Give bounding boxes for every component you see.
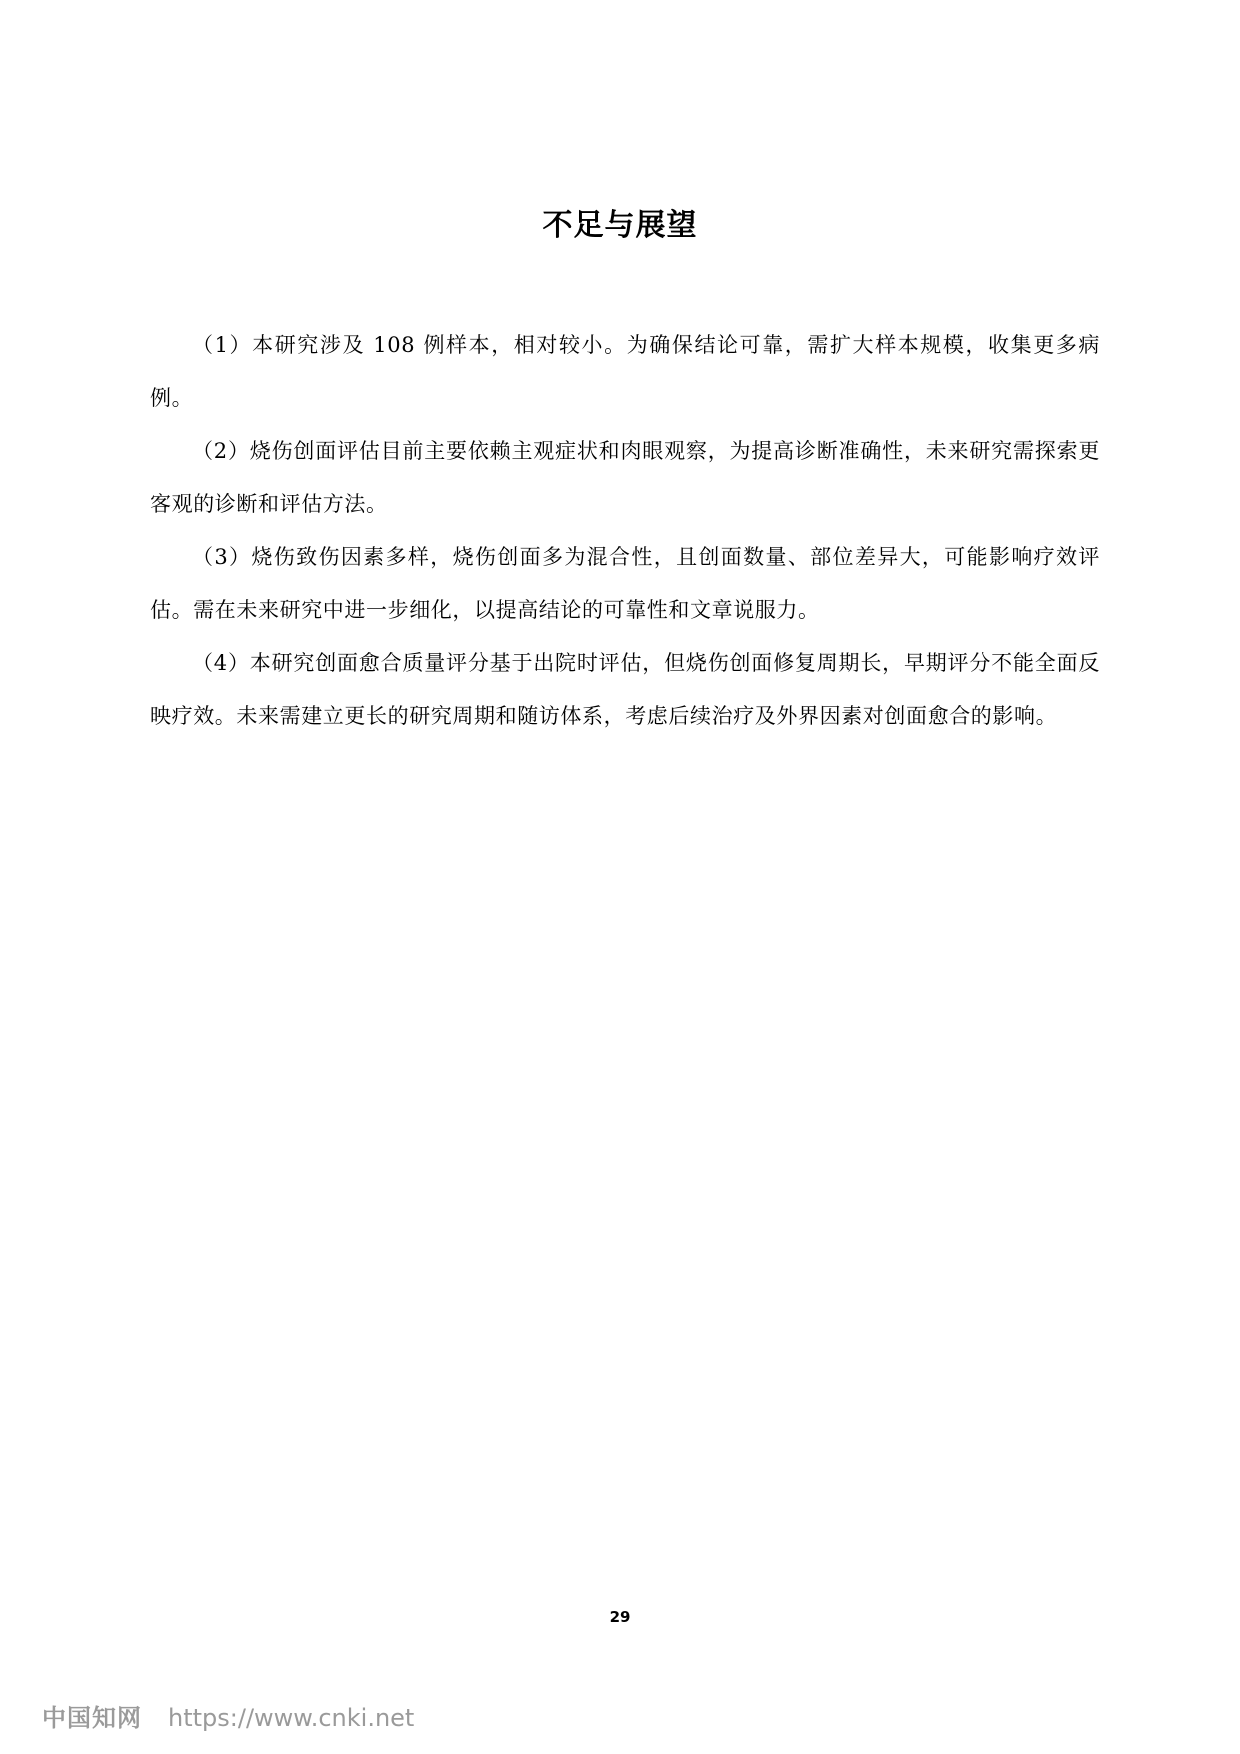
paragraph-4: （4）本研究创面愈合质量评分基于出院时评估，但烧伤创面修复周期长，早期评分不能全面反映疗效。未来需建立更长的研究周期和随访体系，考虑后续治疗及外界因素对创面愈合的影响。	[150, 651, 1100, 728]
watermark-url: https://www.cnki.net	[168, 1704, 415, 1732]
body-text	[150, 319, 1100, 743]
page-number: 29	[609, 1608, 631, 1626]
cnki-watermark	[42, 1698, 414, 1733]
page-title: 不足与展望	[542, 208, 698, 243]
paragraph-1: （1）本研究涉及 108 例样本，相对较小。为确保结论可靠，需扩大样本规模，收集更多病例。	[150, 333, 1100, 410]
paragraph-2: （2）烧伤创面评估目前主要依赖主观症状和肉眼观察，为提高诊断准确性，未来研究需探索更客观的诊断和评估方法。	[150, 439, 1100, 516]
watermark-brand: 中国知网	[42, 1704, 142, 1732]
paragraph-3: （3）烧伤致伤因素多样，烧伤创面多为混合性，且创面数量、部位差异大，可能影响疗效评估。需在未来研究中进一步细化，以提高结论的可靠性和文章说服力。	[150, 545, 1100, 622]
